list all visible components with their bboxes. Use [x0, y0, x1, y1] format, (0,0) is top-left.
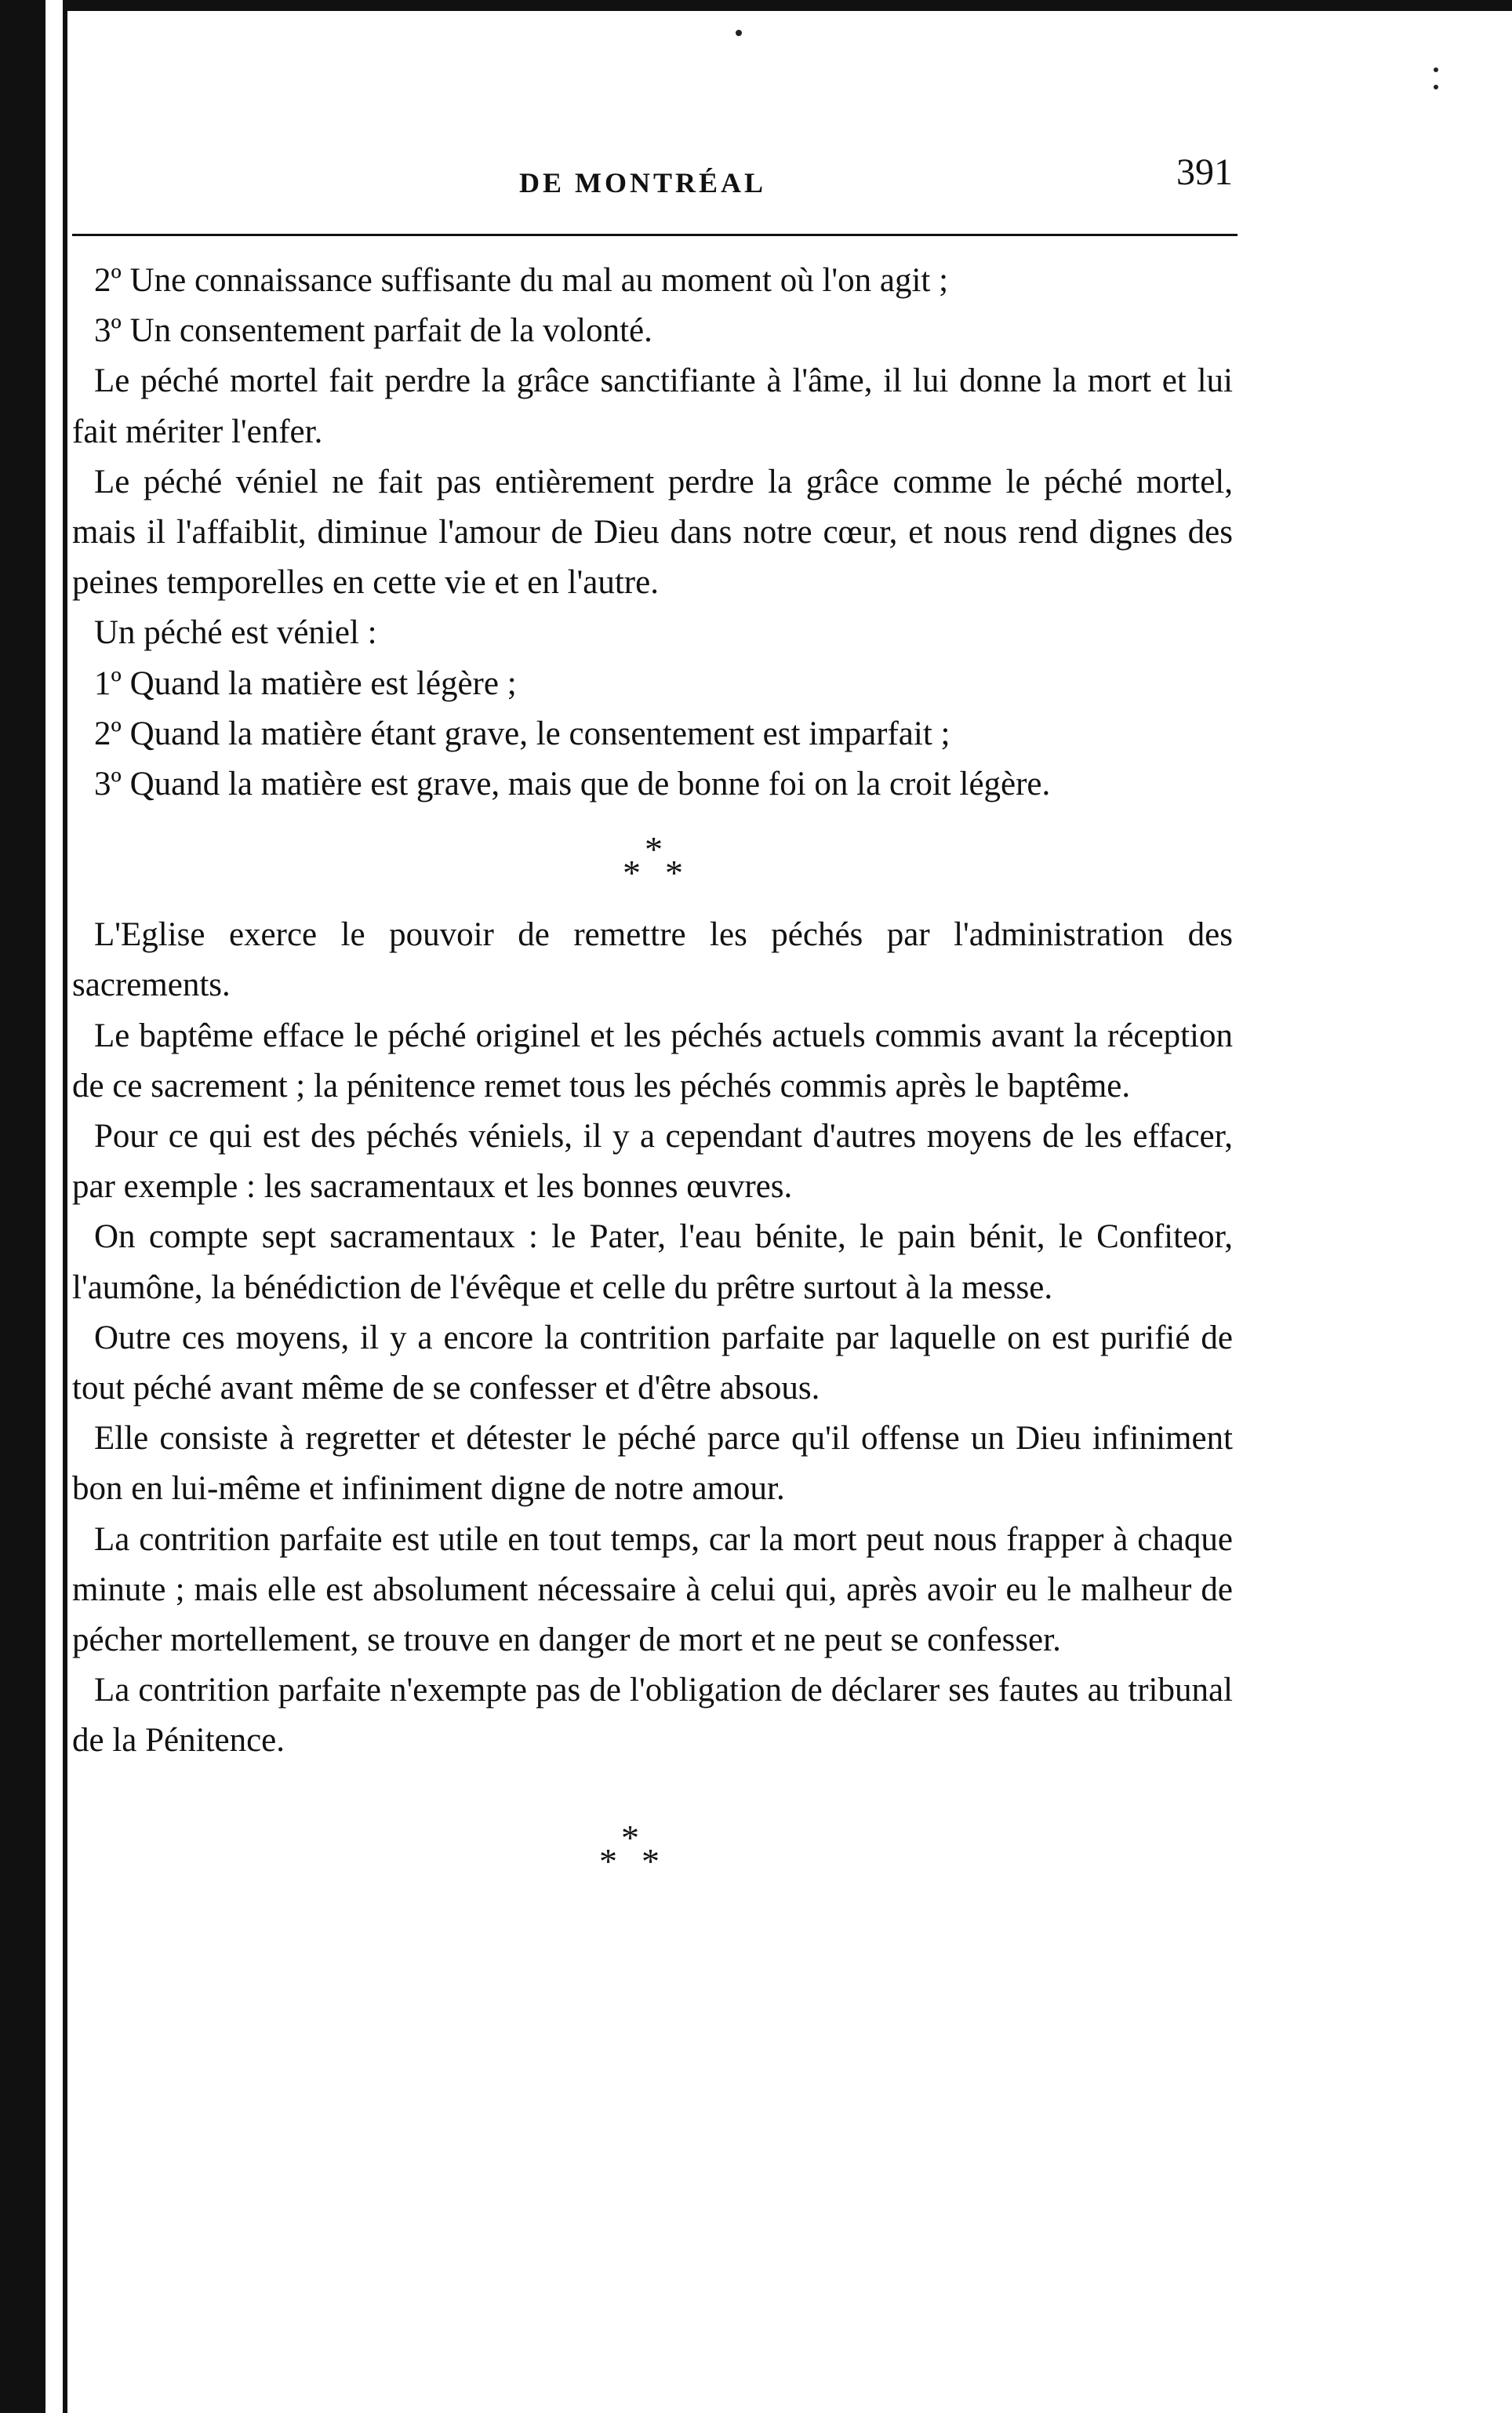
paragraph: Un péché est véniel : [94, 614, 377, 652]
paragraph: 2º Une connaissance suffisante du mal au moment où l'on agit ; [94, 262, 949, 299]
header-rule [72, 234, 1238, 236]
asterisk: * [665, 853, 683, 894]
asterisk: * [623, 853, 641, 894]
paragraph: Pour ce qui est des péchés véniels, il y a cependant d'autres moyens de les effacer, par exemple : les sacramentaux et les bonnes œuvres. [72, 1118, 1233, 1206]
paragraph: 2º Quand la matière étant grave, le consentement est imparfait ; [94, 715, 950, 752]
body-text [72, 256, 1233, 1898]
paragraph: On compte sept sacramentaux : le Pater, l'eau bénite, le pain bénit, le Confiteor, l'aumône, la bénédiction de l'évêque et celle du prêtre surtout à la messe. [72, 1218, 1233, 1306]
asterism-separator [613, 810, 692, 910]
asterisk: * [645, 829, 663, 870]
paragraph: La contrition parfaite n'exempte pas de l'obligation de déclarer ses fautes au tribunal de la Pénitence. [72, 1672, 1233, 1760]
asterisk: * [621, 1817, 639, 1858]
page-number: 391 [1176, 151, 1233, 193]
paragraph: Elle consiste à regretter et détester le péché parce qu'il offense un Dieu infiniment bon en lui-même et infiniment digne de notre amour. [72, 1420, 1233, 1508]
running-head: DE MONTRÉAL [519, 167, 767, 198]
page-header [72, 149, 1233, 212]
asterisk: * [642, 1840, 660, 1881]
asterism-separator [590, 1798, 668, 1898]
paragraph: Outre ces moyens, il y a encore la contrition parfaite par laquelle on est purifié de tout péché avant même de se confesser et d'être absous. [72, 1319, 1233, 1407]
speck [1434, 85, 1438, 89]
paragraph: L'Eglise exerce le pouvoir de remettre les péchés par l'administration des sacrements. [72, 916, 1233, 1004]
paragraph: Le baptême efface le péché originel et les péchés actuels commis avant la réception de ce sacrement ; la pénitence remet tous les péchés commis après le baptême. [72, 1017, 1233, 1105]
paragraph: Le péché mortel fait perdre la grâce sanctifiante à l'âme, il lui donne la mort et lui fait mériter l'enfer. [72, 362, 1233, 450]
binding-gap [45, 0, 63, 2413]
paragraph: 3º Quand la matière est grave, mais que de bonne foi on la croit légère. [94, 766, 1051, 803]
paragraph: La contrition parfaite est utile en tout temps, car la mort peut nous frapper à chaque minute ; mais elle est absolument nécessaire à celui qui, après avoir eu le malheur de pécher mortellement, se trouve en danger de mort et ne peut se confesser. [72, 1520, 1233, 1659]
speck [1434, 67, 1438, 72]
paragraph: 3º Un consentement parfait de la volonté. [94, 312, 652, 350]
paragraph: Le péché véniel ne fait pas entièrement perdre la grâce comme le péché mortel, mais il l'affaiblit, diminue l'amour de Dieu dans notre cœur, et nous rend dignes des peines temporelles en cette vie et en l'autre. [72, 463, 1233, 602]
asterisk: * [599, 1840, 617, 1881]
book-page [72, 0, 1405, 2413]
paragraph: 1º Quand la matière est légère ; [94, 664, 517, 702]
